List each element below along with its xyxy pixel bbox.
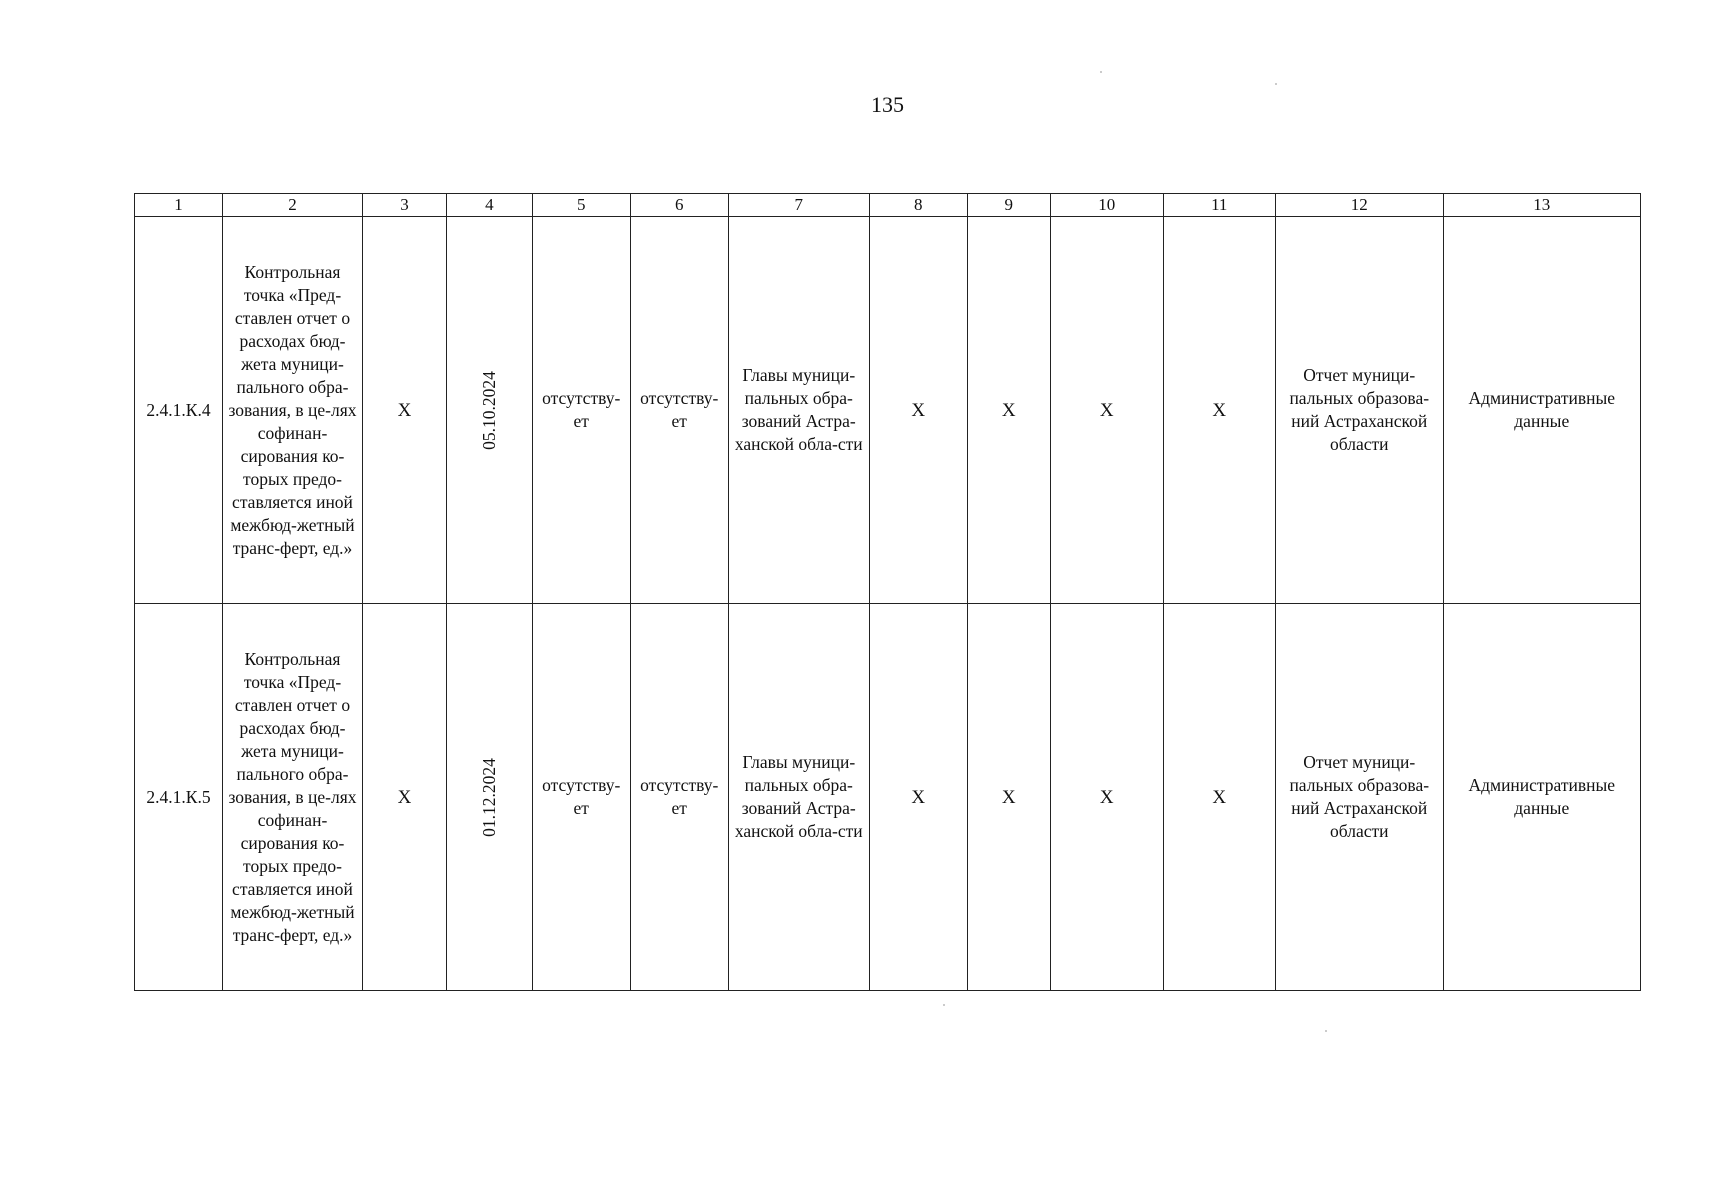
source-cell: Административные данные [1443, 604, 1640, 991]
date-text: 01.12.2024 [478, 757, 499, 837]
responsible-cell: Главы муници-пальных обра-зований Астра-ханской обла-сти [728, 217, 869, 604]
date-cell [447, 604, 533, 991]
scan-speck [943, 1004, 945, 1006]
control-point-name: Контрольная точка «Пред-ставлен отчет о расходах бюд-жета муници-пального обра-зования, в це-лях софинан-сирования ко-торых предо-ставляется иной межбюд-жетный транс-ферт, ед.» [223, 217, 363, 604]
table-row [135, 217, 1641, 604]
column-header: 2 [223, 194, 363, 217]
column-header: 13 [1443, 194, 1640, 217]
scan-speck [1275, 83, 1277, 85]
cell-col6: отсутству-ет [630, 604, 728, 991]
column-header: 6 [630, 194, 728, 217]
cell-col8: Х [869, 604, 967, 991]
column-header: 11 [1163, 194, 1275, 217]
scan-speck [1325, 1030, 1327, 1032]
cell-col5: отсутству-ет [532, 217, 630, 604]
column-header: 1 [135, 194, 223, 217]
cell-col11: Х [1163, 604, 1275, 991]
column-header: 12 [1275, 194, 1443, 217]
report-cell: Отчет муници-пальных образова-ний Астраханской области [1275, 217, 1443, 604]
column-number-row [135, 194, 1641, 217]
column-header: 10 [1050, 194, 1163, 217]
cell-col8: Х [869, 217, 967, 604]
date-cell [447, 217, 533, 604]
column-header: 9 [967, 194, 1050, 217]
scan-speck [1100, 71, 1102, 73]
page-number: 135 [871, 92, 904, 117]
cell-col5: отсутству-ет [532, 604, 630, 991]
column-header: 4 [447, 194, 533, 217]
column-header: 7 [728, 194, 869, 217]
report-cell: Отчет муници-пальных образова-ний Астраханской области [1275, 604, 1443, 991]
cell-col6: отсутству-ет [630, 217, 728, 604]
table-row [135, 604, 1641, 991]
source-cell: Административные данные [1443, 217, 1640, 604]
cell-col9: Х [967, 604, 1050, 991]
cell-col3: Х [363, 604, 447, 991]
column-header: 5 [532, 194, 630, 217]
column-header: 8 [869, 194, 967, 217]
column-header: 3 [363, 194, 447, 217]
cell-col9: Х [967, 217, 1050, 604]
row-code: 2.4.1.К.4 [135, 217, 223, 604]
data-table [134, 193, 1641, 991]
cell-col10: Х [1050, 217, 1163, 604]
cell-col11: Х [1163, 217, 1275, 604]
responsible-cell: Главы муници-пальных обра-зований Астра-ханской обла-сти [728, 604, 869, 991]
cell-col10: Х [1050, 604, 1163, 991]
control-point-name: Контрольная точка «Пред-ставлен отчет о расходах бюд-жета муници-пального обра-зования, в це-лях софинан-сирования ко-торых предо-ставляется иной межбюд-жетный транс-ферт, ед.» [223, 604, 363, 991]
date-text: 05.10.2024 [478, 370, 499, 450]
cell-col3: Х [363, 217, 447, 604]
row-code: 2.4.1.К.5 [135, 604, 223, 991]
